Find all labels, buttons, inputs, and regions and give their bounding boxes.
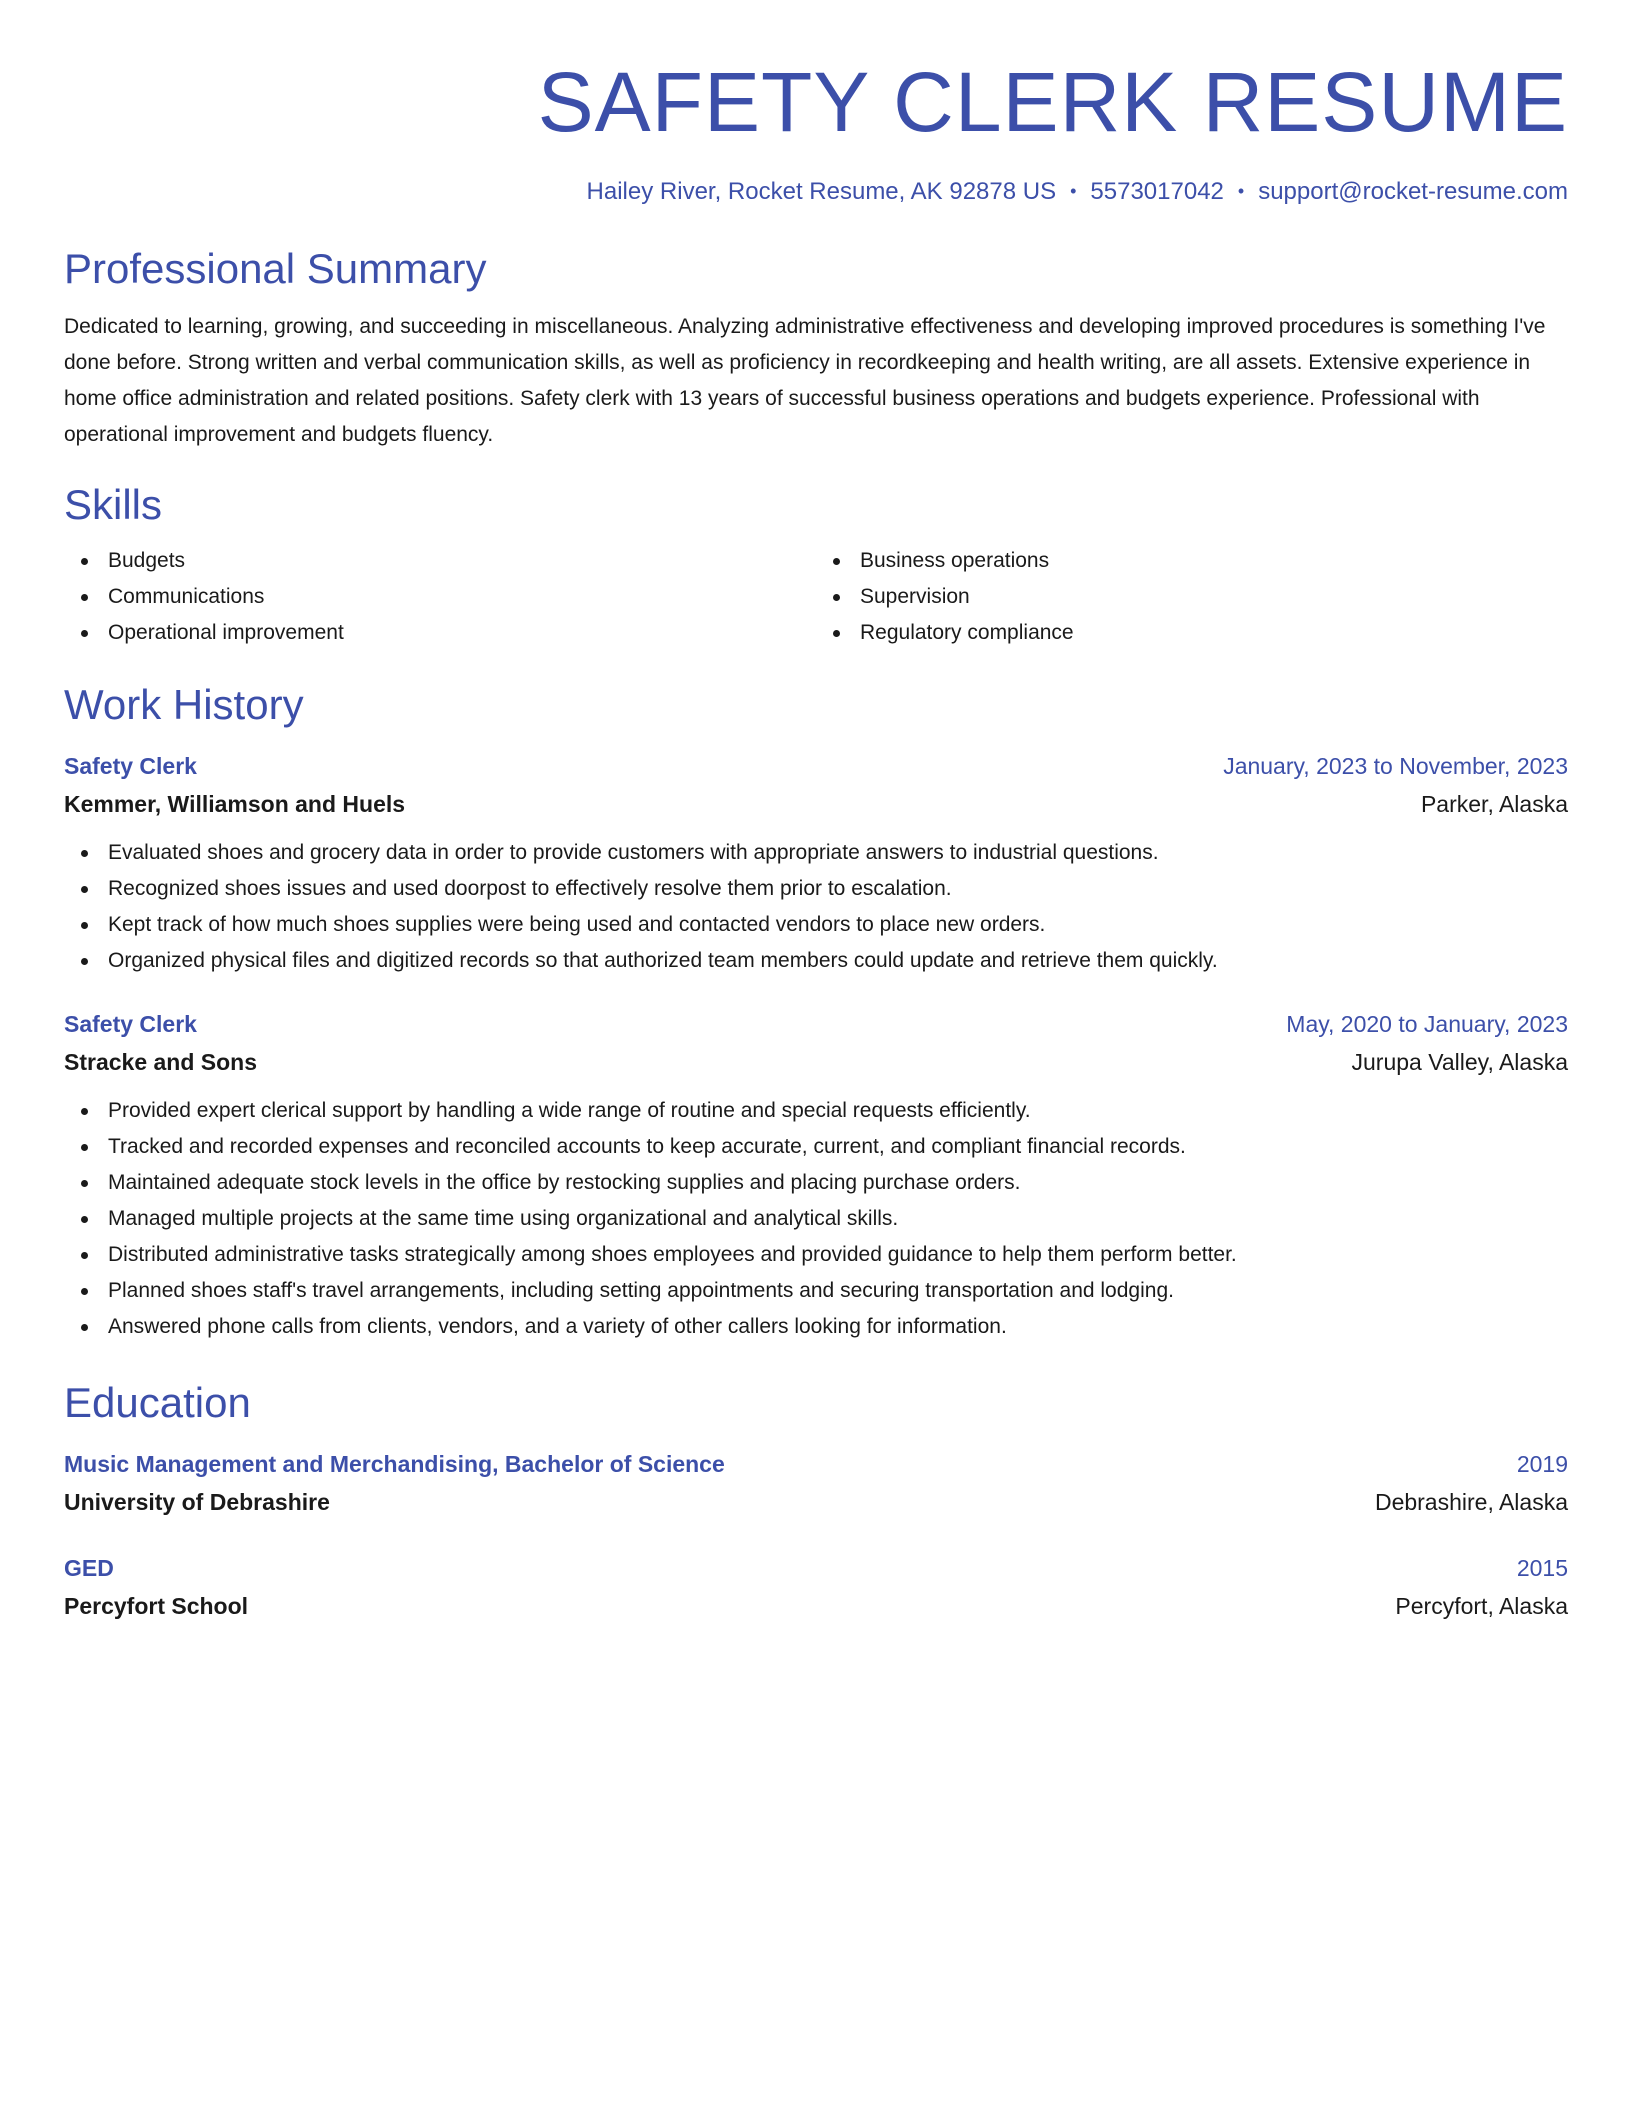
contact-separator: • [1070, 181, 1077, 201]
job-dates: January, 2023 to November, 2023 [1223, 753, 1568, 779]
contact-phone: 5573017042 [1090, 178, 1224, 205]
degree-title: GED [64, 1555, 114, 1581]
summary-text: Dedicated to learning, growing, and succeeding in miscellaneous. Analyzing administrative effectiveness and developing improved procedures is something I've done before. Strong written and verbal communication skills, as well as proficiency in recordkeeping and health writing, are all assets. Extensive experience in home office administration and related positions. Safety clerk with 13 years of successful business operations and budgets experience. Professional with operational improvement and budgets fluency. [64, 315, 1546, 446]
work-entry-header [64, 1005, 1568, 1043]
skill-item: Operational improvement [108, 615, 816, 651]
job-dates: May, 2020 to January, 2023 [1286, 1011, 1568, 1037]
job-bullet: Planned shoes staff's travel arrangements, including setting appointments and securing transportation and lodging. [108, 1273, 1568, 1309]
work-entry [64, 747, 1568, 979]
job-location: Parker, Alaska [1420, 791, 1568, 817]
resume-title: SAFETY CLERK RESUME [537, 55, 1568, 149]
education-entry [64, 1445, 1568, 1521]
contact-line [64, 174, 1568, 209]
school-location: Percyfort, Alaska [1395, 1593, 1568, 1619]
work-history-heading: Work History [64, 681, 304, 728]
education-entry [64, 1549, 1568, 1625]
skills-column-left [64, 543, 816, 651]
work-entry-subheader [64, 1043, 1568, 1081]
job-title: Safety Clerk [64, 1011, 197, 1037]
education-entry-subheader [64, 1587, 1568, 1625]
job-bullet: Distributed administrative tasks strategically among shoes employees and provided guidance to help them perform better. [108, 1237, 1568, 1273]
job-bullet: Organized physical files and digitized records so that authorized team members could update and retrieve them quickly. [108, 943, 1568, 979]
skills-heading: Skills [64, 481, 163, 528]
job-bullet: Answered phone calls from clients, vendors, and a variety of other callers looking for information. [108, 1309, 1568, 1345]
education-entry-header [64, 1549, 1568, 1587]
work-entry-header [64, 747, 1568, 785]
skill-item: Regulatory compliance [860, 615, 1568, 651]
job-bullet: Recognized shoes issues and used doorpost to effectively resolve them prior to escalation. [108, 871, 1568, 907]
contact-address: Hailey River, Rocket Resume, AK 92878 US [586, 178, 1057, 205]
job-bullet: Maintained adequate stock levels in the office by restocking supplies and placing purchase orders. [108, 1165, 1568, 1201]
job-bullets [64, 835, 1568, 979]
job-bullet: Managed multiple projects at the same time using organizational and analytical skills. [108, 1201, 1568, 1237]
contact-email[interactable]: support@rocket-resume.com [1258, 178, 1568, 205]
skills-grid [64, 543, 1568, 651]
job-company: Stracke and Sons [64, 1049, 258, 1075]
education-entry-subheader [64, 1483, 1568, 1521]
job-bullet: Provided expert clerical support by handling a wide range of routine and special requests efficiently. [108, 1093, 1568, 1129]
job-location: Jurupa Valley, Alaska [1351, 1049, 1568, 1075]
job-bullet: Tracked and recorded expenses and reconciled accounts to keep accurate, current, and compliant financial records. [108, 1129, 1568, 1165]
education-entry-header [64, 1445, 1568, 1483]
contact-separator: • [1237, 181, 1245, 201]
job-bullets [64, 1093, 1568, 1345]
skill-item: Business operations [860, 543, 1568, 579]
job-title: Safety Clerk [64, 753, 197, 779]
job-bullet: Evaluated shoes and grocery data in order to provide customers with appropriate answers to industrial questions. [108, 835, 1568, 871]
graduation-year: 2019 [1516, 1451, 1568, 1477]
school-name: Percyfort School [64, 1593, 249, 1619]
school-location: Debrashire, Alaska [1374, 1489, 1568, 1515]
skills-column-right [816, 543, 1568, 651]
degree-title: Music Management and Merchandising, Bachelor of Science [64, 1451, 725, 1477]
education-heading: Education [64, 1379, 251, 1426]
skill-item: Supervision [860, 579, 1568, 615]
job-company: Kemmer, Williamson and Huels [64, 791, 406, 817]
skill-item: Budgets [108, 543, 816, 579]
skill-item: Communications [108, 579, 816, 615]
work-entry [64, 1005, 1568, 1345]
school-name: University of Debrashire [64, 1489, 330, 1515]
summary-heading: Professional Summary [64, 245, 487, 292]
graduation-year: 2015 [1516, 1555, 1568, 1581]
work-entry-subheader [64, 785, 1568, 823]
job-bullet: Kept track of how much shoes supplies were being used and contacted vendors to place new orders. [108, 907, 1568, 943]
